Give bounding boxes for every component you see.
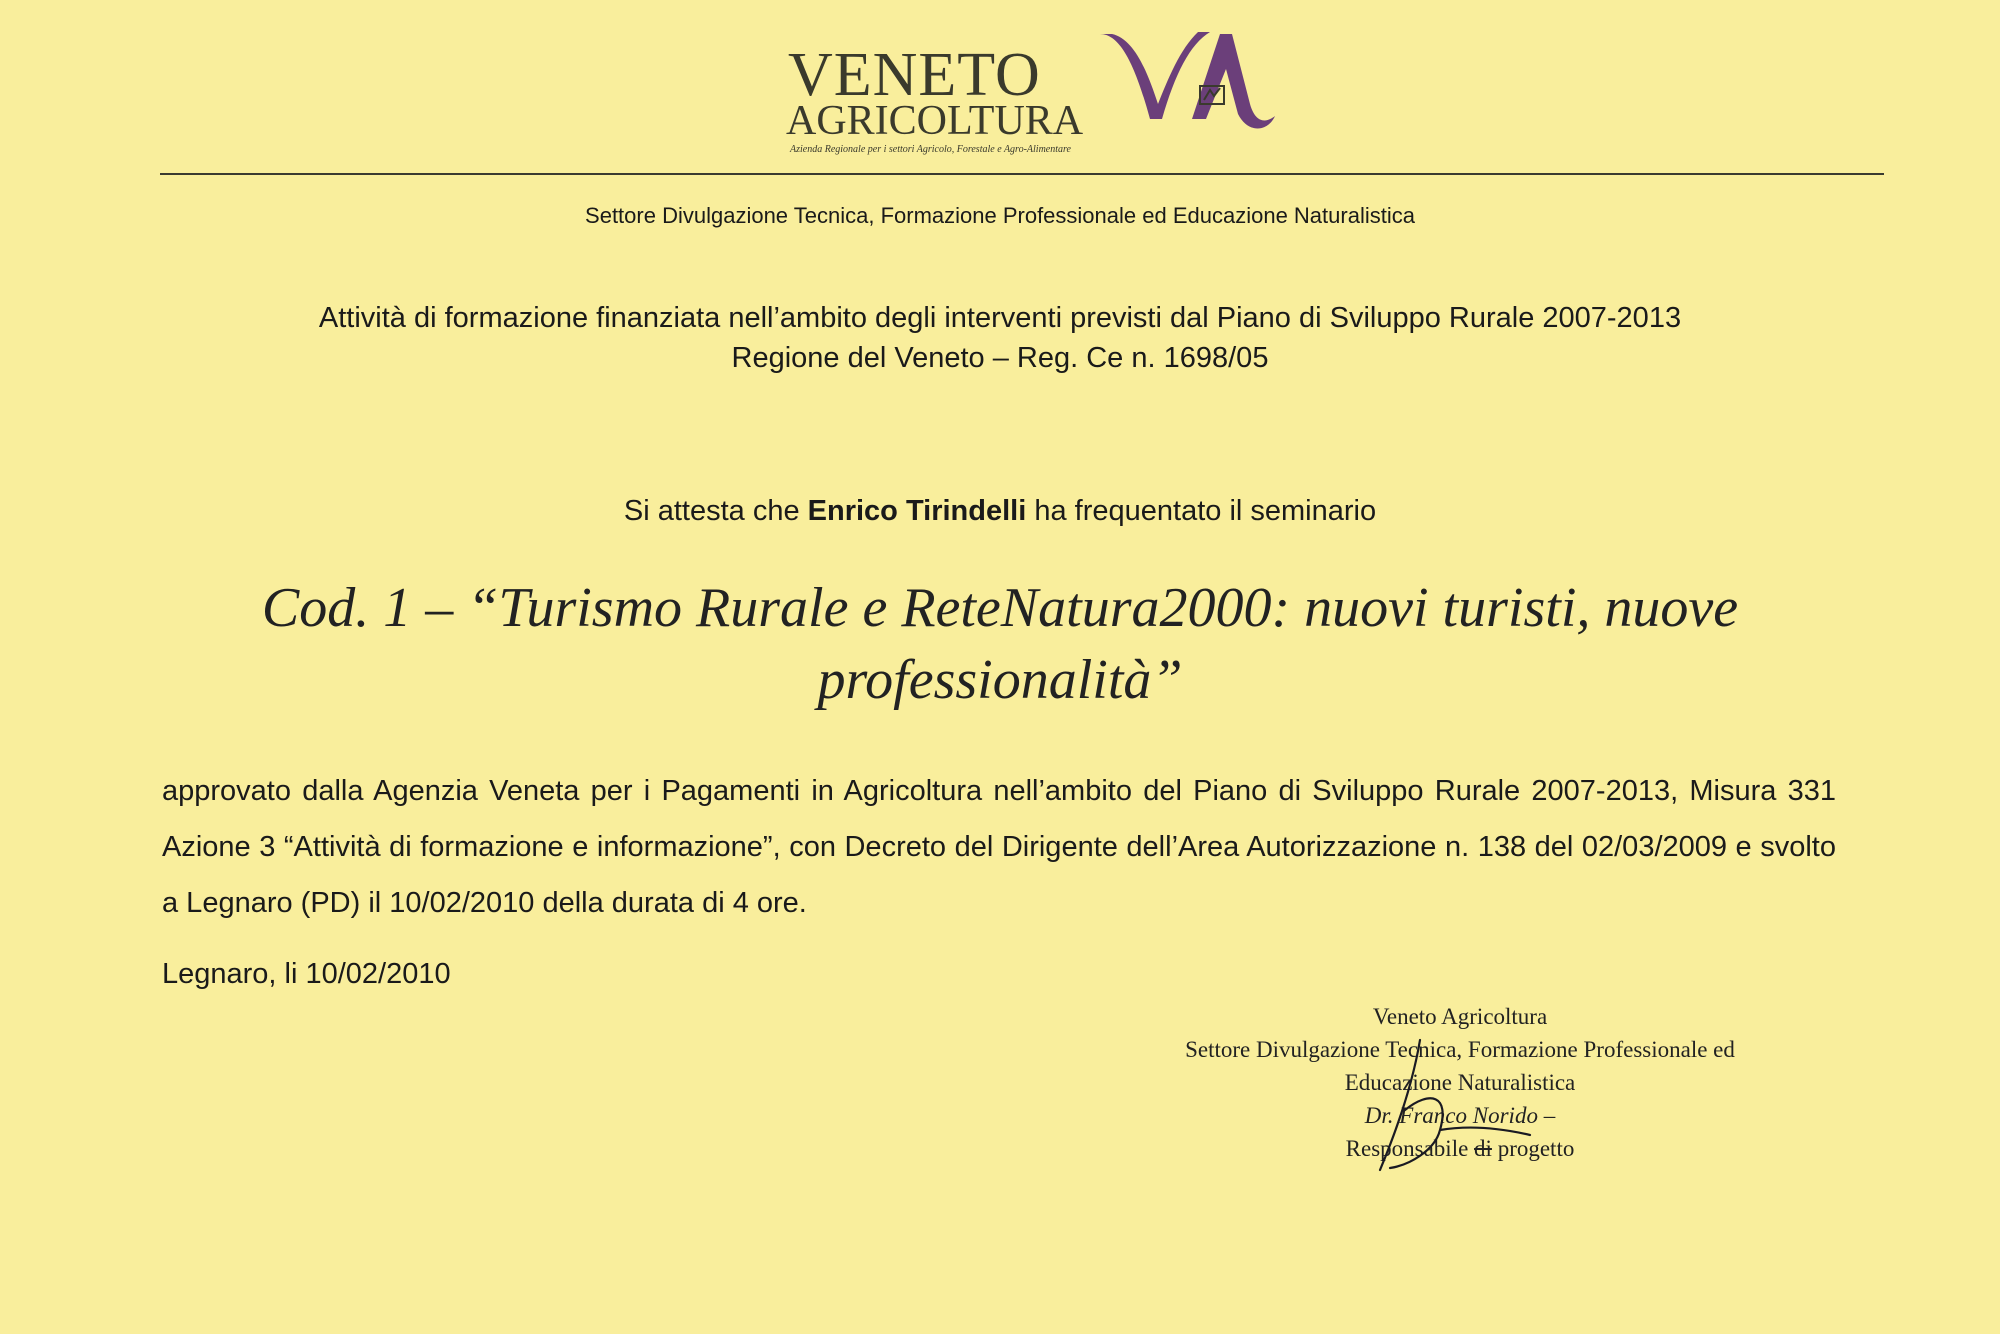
certificate-body: approvato dalla Agenzia Veneta per i Pagamenti in Agricoltura nell’ambito del Piano di Sviluppo Rurale 2007-2013, Misura 331 Azione 3 “Attività di formazione e informazione”, con Decreto del Dirigente dell’Area Autorizzazione n. 138 del 02/03/2009 e svolto a Legnaro (PD) il 10/02/2010 della durata di 4 ore. <box>162 775 1836 919</box>
attestation-prefix: Si attesta che <box>623 495 800 527</box>
funding-line-2: Regione del Veneto – Reg. Ce n. 1698/05 <box>731 342 1269 374</box>
course-title-line-1: Cod. 1 – “Turismo Rurale e ReteNatura2000: nuovi turisti, nuove <box>261 577 1739 639</box>
signatory-dept-line-2: Educazione Naturalistica <box>1344 1070 1576 1095</box>
settore-heading: Settore Divulgazione Tecnica, Formazione Professionale ed Educazione Naturalistica <box>585 203 1415 228</box>
logo-tagline: Azienda Regionale per i settori Agricolo, Forestale e Agro-Alimentare <box>790 144 1071 155</box>
attestation-line <box>0 495 2000 528</box>
signatory-role-prefix: Responsabile <box>1345 1136 1469 1161</box>
signatory-org: Veneto Agricoltura <box>1372 1004 1548 1029</box>
veneto-agricoltura-logo <box>780 24 1280 164</box>
handwritten-signature-icon <box>1360 1030 1540 1180</box>
signatory-role-struck: di <box>1474 1136 1492 1161</box>
logo-text-veneto: VENETO <box>788 41 1041 109</box>
attestation-suffix: ha frequentato il seminario <box>1034 495 1377 527</box>
logo-text-agricoltura: AGRICOLTURA <box>786 98 1084 144</box>
header-divider <box>160 173 1884 175</box>
signatory-role-suffix: progetto <box>1497 1136 1575 1161</box>
logo-va-mark-icon <box>1080 24 1280 144</box>
course-title <box>200 572 1800 716</box>
place-date: Legnaro, li 10/02/2010 <box>162 958 451 990</box>
signatory-name: Dr. Franco Norido – <box>1364 1103 1556 1128</box>
course-title-line-2: professionalità” <box>817 649 1183 711</box>
participant-name: Enrico Tirindelli <box>807 495 1027 527</box>
funding-line-1: Attività di formazione finanziata nell’ambito degli interventi previsti dal Piano di Sviluppo Rurale 2007-2013 <box>318 302 1682 334</box>
signatory-dept-line-1: Settore Divulgazione Tecnica, Formazione Professionale ed <box>1185 1037 1735 1062</box>
funding-statement <box>0 298 2000 378</box>
